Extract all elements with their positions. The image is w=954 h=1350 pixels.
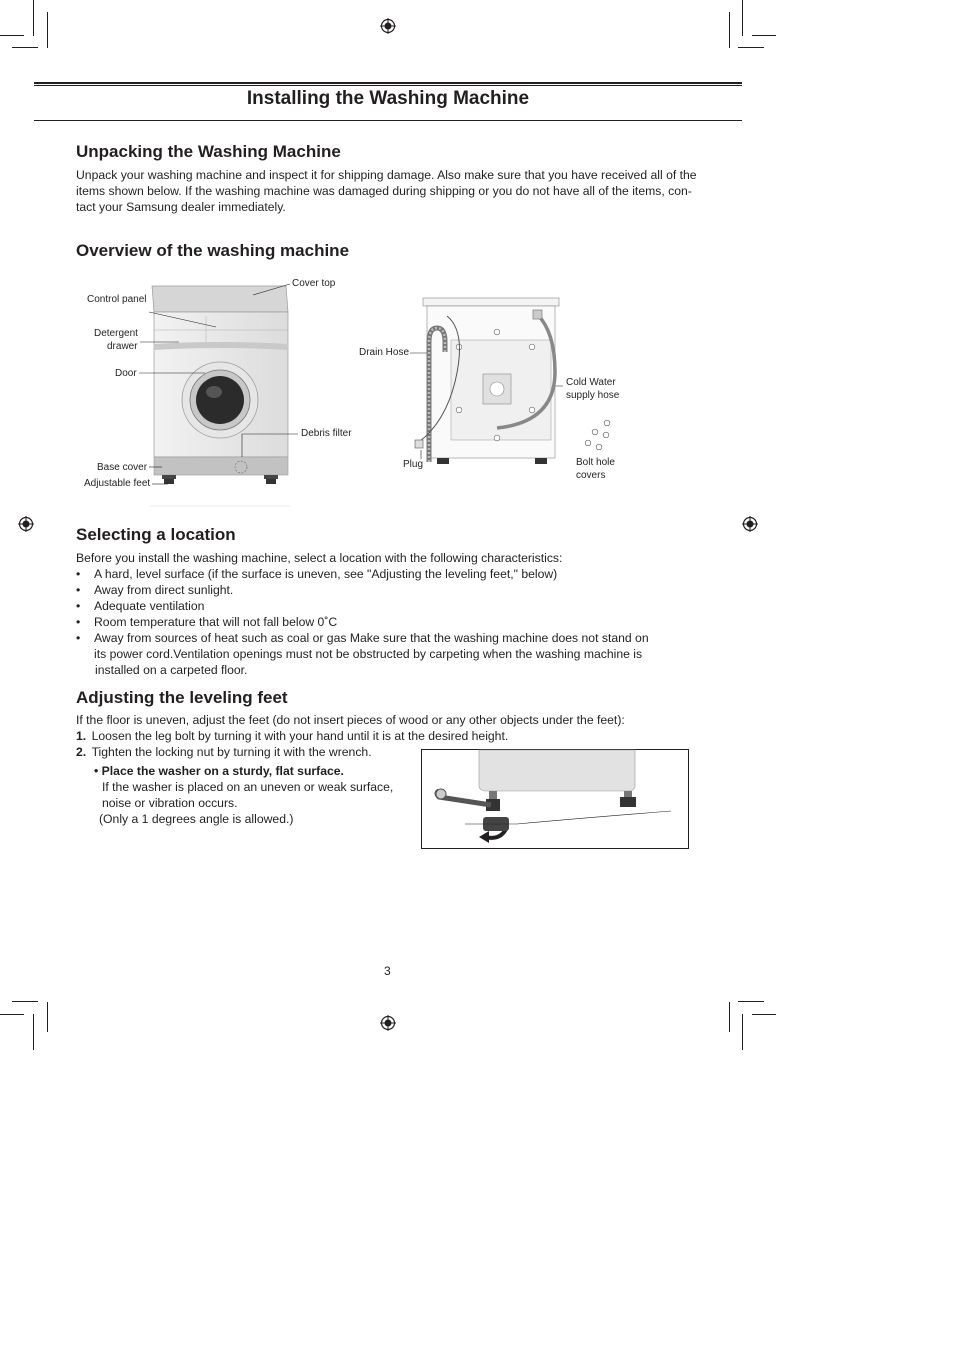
location-item-text: Away from sources of heat such as coal or gas Make sure that the washing machine does not stand on [94, 631, 649, 645]
bullet: • [76, 615, 81, 629]
label-plug: Plug [403, 459, 424, 470]
leveling-step-1 [76, 728, 508, 744]
page-number: 3 [384, 964, 391, 978]
bullet: • [76, 631, 81, 645]
unpacking-line: Unpack your washing machine and inspect it for shipping damage. Also make sure that you have received all of the [76, 168, 697, 182]
label-drain-hose: Drain Hose [359, 347, 410, 358]
location-list-item [76, 598, 716, 614]
step-text: Loosen the leg bolt by turning it with your hand until it is at the desired height. [91, 729, 509, 743]
label-detergent-drawer: drawer [107, 341, 138, 352]
label-cold-water-hose: supply hose [566, 390, 620, 401]
step-number: 1. [76, 729, 87, 743]
crop-mark [752, 1014, 776, 1015]
location-item-text: Away from direct sunlight. [94, 583, 234, 597]
crop-mark [12, 1001, 38, 1002]
location-heading: Selecting a location [76, 525, 236, 544]
location-item-continued: installed on a carpeted floor. [95, 663, 248, 677]
label-base-cover: Base cover [97, 462, 148, 473]
location-item-continued: its power cord.Ventilation openings must not be obstructed by carpeting when the washing machine is [94, 647, 643, 661]
label-cover-top: Cover top [292, 278, 336, 289]
registration-mark-icon [380, 1015, 396, 1031]
label-bolt-hole-covers: Bolt hole [576, 457, 615, 468]
crop-mark [47, 1002, 48, 1032]
step-text: Tighten the locking nut by turning it with the wrench. [91, 745, 372, 759]
leveling-note-line: If the washer is placed on an uneven or weak surface, [102, 780, 394, 794]
page-title: Installing the Washing Machine [246, 88, 530, 109]
leveling-note-line: noise or vibration occurs. [102, 796, 238, 810]
bullet: • [76, 583, 81, 597]
label-debris-filter: Debris filter [301, 428, 352, 439]
location-intro: Before you install the washing machine, select a location with the following characteristics: [76, 551, 563, 565]
leveling-heading: Adjusting the leveling feet [76, 688, 288, 707]
label-detergent-drawer: Detergent [94, 328, 138, 339]
label-bolt-hole-covers: covers [576, 470, 606, 481]
bullet: • [76, 567, 81, 581]
crop-mark [729, 1002, 730, 1032]
location-item-text: Adequate ventilation [94, 599, 205, 613]
location-item-text: A hard, level surface (if the surface is uneven, see "Adjusting the leveling feet," below) [94, 567, 558, 581]
location-item-text: Room temperature that will not fall below 0˚C [94, 615, 338, 629]
crop-mark [33, 1014, 34, 1050]
leveling-step-2 [76, 744, 372, 760]
crop-mark [738, 1001, 764, 1002]
location-list-item [76, 566, 716, 582]
unpacking-heading: Unpacking the Washing Machine [76, 142, 341, 161]
label-cold-water-hose: Cold Water [566, 377, 616, 388]
leveling-note-title: • Place the washer on a sturdy, flat surface. [94, 764, 344, 778]
location-list-item [76, 582, 716, 598]
label-door: Door [115, 368, 137, 379]
leveling-intro: If the floor is uneven, adjust the feet (do not insert pieces of wood or any other objects under the feet): [76, 713, 625, 727]
leveling-note-line: (Only a 1 degrees angle is allowed.) [99, 812, 294, 826]
unpacking-line: items shown below. If the washing machine was damaged during shipping or you do not have all of the items, con- [76, 184, 692, 198]
leveling-feet-illustration [421, 749, 689, 849]
location-list-item [76, 614, 716, 630]
unpacking-line: tact your Samsung dealer immediately. [76, 200, 286, 214]
label-control-panel: Control panel [87, 294, 147, 305]
crop-mark [0, 1014, 24, 1015]
crop-mark [742, 1014, 743, 1050]
step-number: 2. [76, 745, 87, 759]
label-adjustable-feet: Adjustable feet [84, 478, 151, 489]
bullet: • [76, 599, 81, 613]
overview-heading: Overview of the washing machine [76, 241, 350, 260]
